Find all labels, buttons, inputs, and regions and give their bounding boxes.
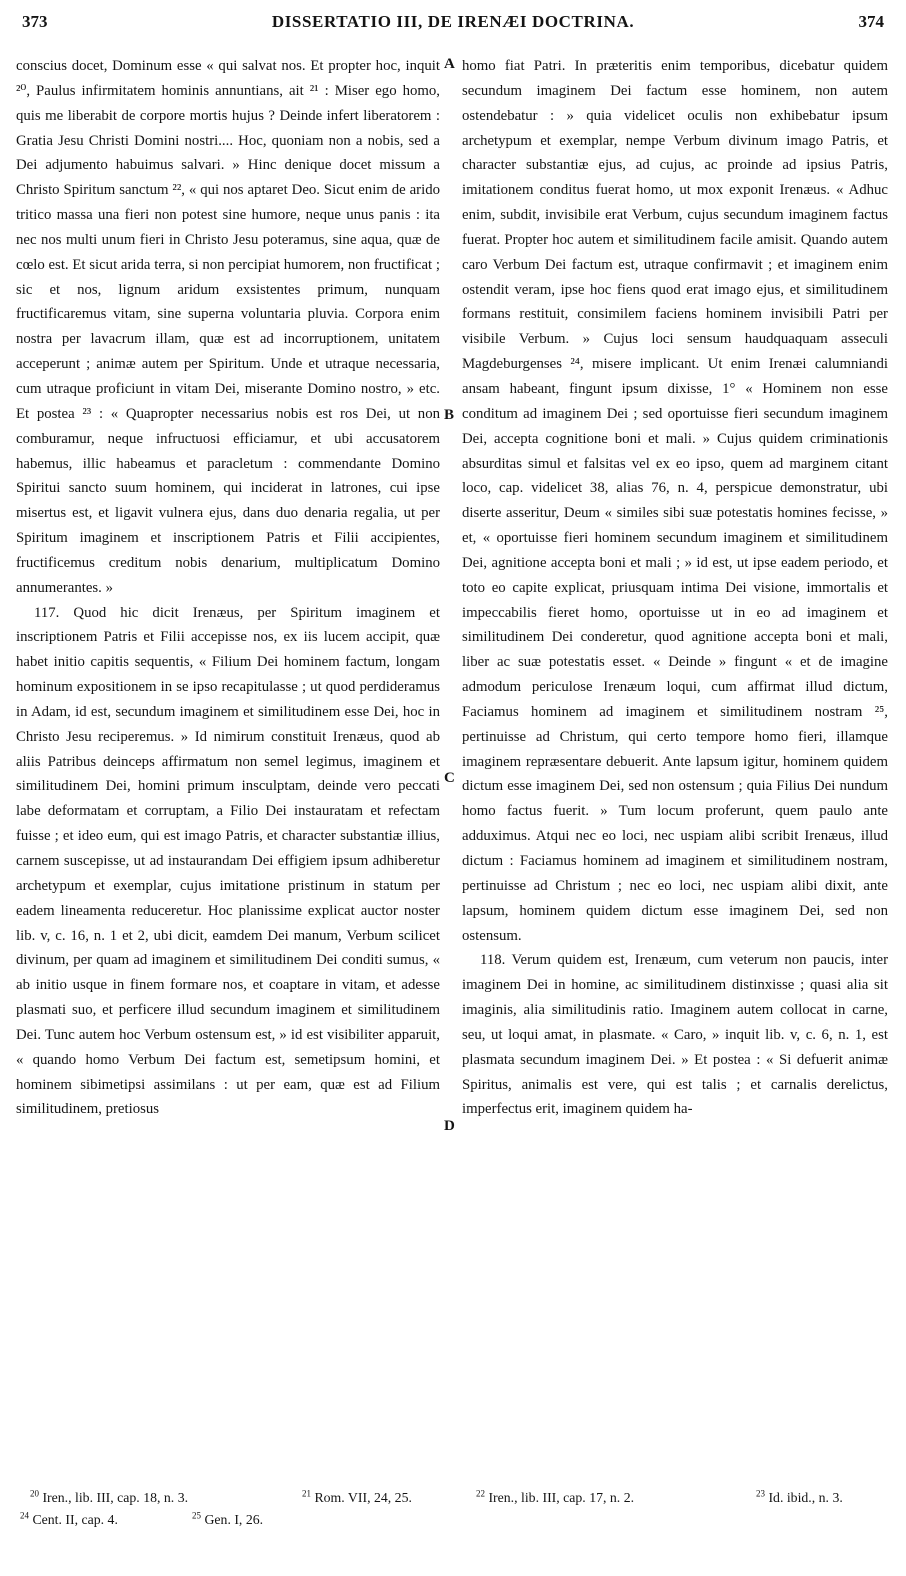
paragraph-118: 118. Verum quidem est, Irenæum, cum veterum non paucis, inter imaginem Dei in homine, ac similitudinem distinxisse ; quasi alia sit imaginis, alia similitudinis ratio. Imaginem autem collocat in carne, seu, ut loqui amat, in plasmate. « Caro, » inquit lib. v, c. 6, n. 1, est plasmata secundum imaginem Dei. » Et postea : « Si defuerit animæ Spiritus, animalis est vere, qui est talis ; et carnalis derelictus, imperfectus erit, imaginem quidem ha- [462, 952, 888, 1118]
left-column-continuation: conscius docet, Dominum esse « qui salvat nos. Et propter hoc, inquit ²⁰, Paulus infirmitatem hominis annuntians, ait ²¹ : Miser ego homo, quis me liberabit de corpore mortis hujus ? Deinde infert liberatorem : Gratia Jesu Christi Domini nostri.... Hoc, quoniam non a nobis, sed a Dei adjumento habuimus salvari. » Hinc denique docet missum a Christo Spiritum sanctum ²², « qui nos aptaret Deo. Sicut enim de arido tritico massa una fieri non potest sine humore, neque unus panis : ita nec nos multi unum fieri in Christo Jesu poteramus, sine aqua, quæ de cœlo est. Et sicut arida terra, si non percipiat humorem, non fructificat ; sic et nos, lignum aridum exsistentes primum, nunquam fructificaremus vitam, sine superna voluntaria pluvia. Corpora enim nostra per lavacrum illam, quæ est ad incorruptionem, unitatem acceperunt ; animæ autem per Spiritum. Unde et utraque necessaria, cum utraque proficiunt in vitam Dei, miserante Domino nostro, » etc. Et postea ²³ : « Quapropter necessarius nobis est ros Dei, ut non comburamur, neque infructuosi efficiamur, et ubi accusatorem habemus, illic habeamus et paracletum : commendante Domino Spiritui sancto suum hominem, qui inciderat in latrones, cui ipse misertus est, et ligavit vulnera ejus, dans duo denaria regalia, ut per Spiritum imaginem et inscriptionem Patris et Filii accipientes, fructificemus creditum nobis denarium, multiplicatum Domino annumerantes. » [16, 58, 440, 596]
margin-letter-b: B [444, 407, 455, 423]
right-column-continuation: homo fiat Patri. In præteritis enim temporibus, dicebatur quidem secundum imaginem Dei factum esse hominem, non autem ostendebatur : » quia videlicet oculis non exhibebatur ipsum archetypum et exemplar, nempe Verbum divinum imago Patris, et character substantiæ ejus, ad cujus, ac proinde ad ipsius Patris, imitationem conditus fuerat homo, ut mox exponit Irenæus. « Adhuc enim, subdit, invisibile erat Verbum, cujus secundum imaginem factus fuerat. Propter hoc autem et similitudinem facile amisit. Quando autem caro Verbum Dei factum est, utraque confirmavit ; et imaginem enim ostendit veram, ipse hoc fiens quod erat imago ejus, et similitudinem formans restituit, consimilem faciens hominem invisibili Patri per visibile Verbum. » Cujus loci sensum haudquaquam asseculi Magdeburgenses ²⁴, misere implicant. Ut enim Irenæi calumniandi ansam habeant, fingunt ipsum dixisse, 1° « Hominem non esse conditum ad imaginem Dei ; sed oportuisse fieri secundum imaginem Dei, accepta cognitione boni et mali. » Cujus quidem criminationis absurditas simul et falsitas vel ex eo ipso, quem ad marginem citant loco, cap. videlicet 38, alias 76, n. 4, perspicue demonstratur, ubi diserte asseritur, Deum « similes sibi suæ potestatis homines fecisse, » et, « oportuisse fieri hominem secundum imaginem et similitudinem Dei, agnitione accepta boni et mali ; » id est, ut ipse eadem periodo, et toto eo capite explicat, priusquam intima Dei visione, immortalis et impeccabilis fieret homo, oportuisse ut in eo ad imaginem et similitudinem Dei conderetur, quod agnitione accepta boni et mali, liber ac suæ potestatis esset. « Deinde » fingunt « et de imagine admodum periculose Irenæum loqui, cum affirmat illud dictum, Faciamus hominem ad imaginem et similitudinem nostram ²⁵, pertinuisse ad Christum, qui certo tempore homo fieri, illamque imaginem repræsentare debuerit. Ante lapsum igitur, hominem quidem dictum esse imaginem Dei, sed non ostensum ; quia Filius Dei nundum homo factus fuerit. » Tum locum proferunt, quem paulo ante adduximus. Atqui nec eo loci, nec uspiam alibi scribit Irenæus, illud dictum : Faciamus hominem ad imaginem et similitudinem nostram, pertinuisse ad Christum ; nec eo loci, nec uspiam alibi dixit, ante lapsum, hominem quidem dictum esse imaginem Dei, sed non ostensum. [462, 58, 888, 944]
right-column [462, 54, 888, 1122]
footnote-21: $^{21}$ Rom. VII, 24, 25. [302, 1488, 412, 1505]
footnote-row-1 [16, 1487, 890, 1509]
page-number-right: 374 [858, 12, 884, 31]
footnote-row-2 [16, 1509, 890, 1531]
paragraph-117: 117. Quod hic dicit Irenæus, per Spiritum imaginem et inscriptionem Patris et Filii accepisse nos, ex iis lucem accipit, quæ habet initio capitis sequentis, « Filium Dei hominem factum, longam hominum expositionem in se ipso recapitulasse ; ut quod perdideramus in Adam, id est, secundum imaginem et similitudinem esse Dei, hoc in Christo Jesu reciperemus. » Id nimirum constituit Irenæus, quod ab aliis Patribus deinceps affirmatum non semel legimus, imaginem et similitudinem Dei, homini primum insculptam, deinde vero peccati labe deformatam et corruptam, a Filio Dei instauratam et refectam fuisse ; et ideo eum, qui est imago Patris, et character substantiæ illius, carnem suscepisse, ut ad instaurandam Dei effigiem ipsum adhiberetur archetypum et exemplar, cujus imitatione pristinum in statum per eadem lineamenta reduceretur. Hoc planissime explicat auctor noster lib. v, c. 16, n. 1 et 2, ubi dicit, eamdem Dei manum, Verbum scilicet divinum, per quam ad imaginem et similitudinem Dei conditi sumus, « ab initio usque in finem formare nos, et coaptare in vitam, et adesse plasmati suo, et perficere illud secundum imaginem et similitudinem Dei. Tunc autem hoc Verbum ostensum est, » id est visibiliter apparuit, « quando homo Verbum Dei factum est, semetipsum homini, et hominem sibimetipsi assimilans : ut per eam, quæ est ad Filium similitudinem, pretiosus [16, 604, 440, 1118]
footnote-25: $^{25}$ Gen. I, 26. [192, 1510, 264, 1527]
left-column [16, 54, 440, 1122]
footnote-24: $^{24}$ Cent. II, cap. 4. [20, 1510, 118, 1527]
page-number-left: 373 [22, 12, 48, 31]
footnote-22: $^{22}$ Iren., lib. III, cap. 17, n. 2. [476, 1488, 635, 1505]
margin-letter-d: D [444, 1118, 455, 1134]
running-header [16, 8, 890, 42]
footnote-23: $^{23}$ Id. ibid., n. 3. [756, 1488, 843, 1505]
running-title: DISSERTATIO III, DE IRENÆI DOCTRINA. [271, 12, 635, 31]
footnote-20: $^{20}$ Iren., lib. III, cap. 18, n. 3. [30, 1488, 189, 1505]
margin-letter-a: A [444, 56, 455, 72]
margin-letter-c: C [444, 770, 455, 786]
